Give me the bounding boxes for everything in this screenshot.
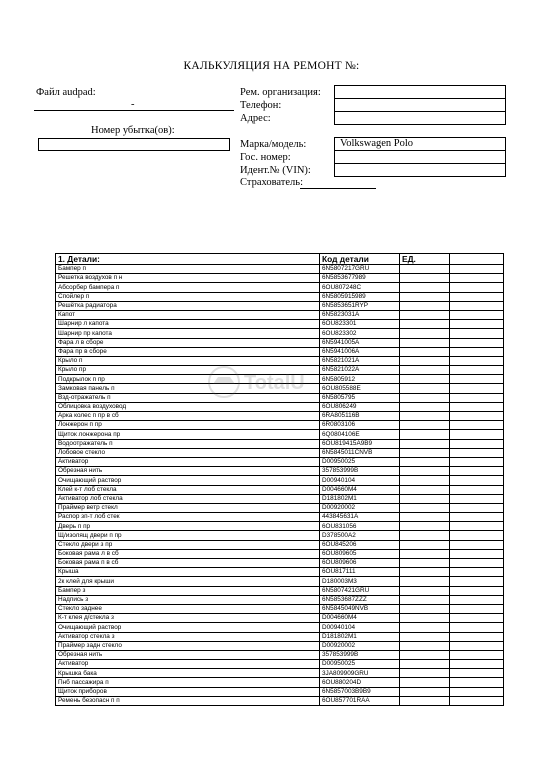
gov-number-label: Гос. номер:	[240, 152, 291, 163]
part-name-cell: Боковая рама л в сб	[56, 549, 320, 558]
part-name-cell: Активатор	[56, 660, 320, 669]
make-model-label: Марка/модель:	[240, 139, 307, 150]
audpad-label: Файл audpad:	[36, 87, 96, 98]
watermark-text: TotalU	[244, 372, 305, 394]
table-row	[56, 338, 504, 347]
table-row	[56, 356, 504, 365]
extra-cell	[450, 586, 504, 595]
unit-cell	[400, 338, 450, 347]
insurer-label: Страхователь:	[240, 177, 303, 188]
part-code-cell: 6OU845206	[320, 540, 400, 549]
part-name-cell: Водоотражатель п	[56, 439, 320, 448]
header-parts: 1. Детали:	[56, 254, 320, 265]
unit-cell	[400, 595, 450, 604]
part-name-cell: Решётка радиатора	[56, 301, 320, 310]
unit-cell	[400, 531, 450, 540]
extra-cell	[450, 641, 504, 650]
phone-field[interactable]	[334, 98, 506, 112]
part-code-cell: 6OU823301	[320, 320, 400, 329]
page-title: КАЛЬКУЛЯЦИЯ НА РЕМОНТ №:	[183, 60, 360, 72]
extra-cell	[450, 384, 504, 393]
part-name-cell: Праймер ветр стекл	[56, 503, 320, 512]
part-name-cell: Активатор стекла з	[56, 632, 320, 641]
table-row	[56, 366, 504, 375]
table-row	[56, 632, 504, 641]
table-row	[56, 577, 504, 586]
unit-cell	[400, 384, 450, 393]
part-code-cell: 6N5941006A	[320, 347, 400, 356]
part-name-cell: Спойлер п	[56, 292, 320, 301]
unit-cell	[400, 274, 450, 283]
address-field[interactable]	[334, 111, 506, 125]
part-code-cell: 6RA805116B	[320, 412, 400, 421]
part-code-cell: 6N5853687ZZZ	[320, 595, 400, 604]
extra-cell	[450, 292, 504, 301]
extra-cell	[450, 412, 504, 421]
part-name-cell: Абсорбер бампера п	[56, 283, 320, 292]
extra-cell	[450, 660, 504, 669]
part-code-cell: D378500A2	[320, 531, 400, 540]
part-name-cell: Клей к-т лоб стекла	[56, 485, 320, 494]
unit-cell	[400, 448, 450, 457]
table-row	[56, 696, 504, 705]
audpad-underline	[34, 110, 234, 111]
extra-cell	[450, 549, 504, 558]
extra-cell	[450, 274, 504, 283]
extra-cell	[450, 283, 504, 292]
part-code-cell: D00950025	[320, 457, 400, 466]
part-code-cell: 6N5857003B9B9	[320, 687, 400, 696]
part-name-cell: Щиток приборов	[56, 687, 320, 696]
part-name-cell: Шарнир л капота	[56, 320, 320, 329]
part-name-cell: Взд-отражатель п	[56, 393, 320, 402]
part-name-cell: Надпись з	[56, 595, 320, 604]
extra-cell	[450, 531, 504, 540]
table-row	[56, 660, 504, 669]
part-name-cell: Обрезная нить	[56, 650, 320, 659]
part-code-cell: 6OU857701RAA	[320, 696, 400, 705]
part-code-cell: 6N5853677989	[320, 274, 400, 283]
part-code-cell: 6Q0804106E	[320, 430, 400, 439]
part-code-cell: D180003M3	[320, 577, 400, 586]
extra-cell	[450, 696, 504, 705]
part-code-cell: 6OU831056	[320, 522, 400, 531]
table-row	[56, 540, 504, 549]
table-row	[56, 522, 504, 531]
part-code-cell: D004660M4	[320, 614, 400, 623]
table-header-row	[56, 254, 504, 265]
unit-cell	[400, 457, 450, 466]
part-code-cell: 6OU809605	[320, 549, 400, 558]
part-code-cell: D181802M1	[320, 632, 400, 641]
part-code-cell: D00920002	[320, 503, 400, 512]
table-row	[56, 393, 504, 402]
part-code-cell: 6N5805795	[320, 393, 400, 402]
table-row	[56, 669, 504, 678]
extra-cell	[450, 320, 504, 329]
part-code-cell: 3JA809909GRU	[320, 669, 400, 678]
unit-cell	[400, 421, 450, 430]
extra-cell	[450, 467, 504, 476]
part-code-cell: 6R0803106	[320, 421, 400, 430]
part-name-cell: Щ/изолящ двери п пр	[56, 531, 320, 540]
part-code-cell: 6OU819415A9B9	[320, 439, 400, 448]
gov-number-field[interactable]	[334, 150, 506, 164]
unit-cell	[400, 696, 450, 705]
unit-cell	[400, 513, 450, 522]
extra-cell	[450, 687, 504, 696]
extra-cell	[450, 540, 504, 549]
unit-cell	[400, 366, 450, 375]
part-name-cell: Боковая рама п в сб	[56, 559, 320, 568]
table-row	[56, 623, 504, 632]
vin-label: Идент.№ (VIN):	[240, 165, 311, 176]
audpad-value: -	[131, 99, 135, 110]
part-code-cell: D00950025	[320, 660, 400, 669]
extra-cell	[450, 265, 504, 274]
unit-cell	[400, 439, 450, 448]
unit-cell	[400, 540, 450, 549]
part-code-cell: 6OU806249	[320, 402, 400, 411]
table-row	[56, 448, 504, 457]
extra-cell	[450, 614, 504, 623]
table-row	[56, 559, 504, 568]
part-code-cell: 6N5821022A	[320, 366, 400, 375]
table-row	[56, 421, 504, 430]
part-code-cell: 6N5807421GRU	[320, 586, 400, 595]
table-row	[56, 274, 504, 283]
extra-cell	[450, 393, 504, 402]
part-name-cell: Стекло двери з пр	[56, 540, 320, 549]
table-row	[56, 402, 504, 411]
part-code-cell: 357853999B	[320, 467, 400, 476]
extra-cell	[450, 448, 504, 457]
part-code-cell: D00920002	[320, 641, 400, 650]
table-row	[56, 494, 504, 503]
table-row	[56, 568, 504, 577]
part-code-cell: 6OU817111	[320, 568, 400, 577]
extra-cell	[450, 421, 504, 430]
part-name-cell: Бампер з	[56, 586, 320, 595]
part-code-cell: 6OU807248C	[320, 283, 400, 292]
part-code-cell: D00940104	[320, 476, 400, 485]
make-model-field[interactable]: Volkswagen Polo	[334, 137, 506, 151]
vin-field[interactable]	[334, 163, 506, 177]
part-code-cell: 6OU805588E	[320, 384, 400, 393]
extra-cell	[450, 559, 504, 568]
unit-cell	[400, 494, 450, 503]
part-name-cell: Стекло заднее	[56, 604, 320, 613]
part-name-cell: Праймер задн стекло	[56, 641, 320, 650]
part-name-cell: Распор зп-т лоб стек	[56, 513, 320, 522]
extra-cell	[450, 604, 504, 613]
extra-cell	[450, 577, 504, 586]
part-name-cell: Подкрылок п пр	[56, 375, 320, 384]
unit-cell	[400, 310, 450, 319]
extra-cell	[450, 356, 504, 365]
part-name-cell: Арка колес п пр в сб	[56, 412, 320, 421]
unit-cell	[400, 678, 450, 687]
table-row	[56, 467, 504, 476]
unit-cell	[400, 641, 450, 650]
table-row	[56, 650, 504, 659]
insurer-underline	[300, 188, 376, 189]
part-name-cell: Крыло п	[56, 356, 320, 365]
part-code-cell: 6N5807217GRU	[320, 265, 400, 274]
extra-cell	[450, 485, 504, 494]
table-row	[56, 549, 504, 558]
part-code-cell: 443845631A	[320, 513, 400, 522]
extra-cell	[450, 494, 504, 503]
repair-org-label: Рем. организация:	[240, 87, 321, 98]
table-row	[56, 347, 504, 356]
unit-cell	[400, 329, 450, 338]
table-row	[56, 614, 504, 623]
table-row	[56, 310, 504, 319]
table-row	[56, 604, 504, 613]
parts-table	[55, 253, 504, 706]
extra-cell	[450, 595, 504, 604]
unit-cell	[400, 356, 450, 365]
part-name-cell: Лобовое стекло	[56, 448, 320, 457]
extra-cell	[450, 457, 504, 466]
table-row	[56, 265, 504, 274]
table-row	[56, 595, 504, 604]
extra-cell	[450, 568, 504, 577]
part-name-cell: Очищающий раствор	[56, 623, 320, 632]
unit-cell	[400, 347, 450, 356]
part-code-cell: D004660M4	[320, 485, 400, 494]
table-row	[56, 283, 504, 292]
address-label: Адрес:	[240, 113, 271, 124]
table-row	[56, 301, 504, 310]
unit-cell	[400, 301, 450, 310]
extra-cell	[450, 476, 504, 485]
part-name-cell: Щиток лонжерона пр	[56, 430, 320, 439]
part-code-cell: 357853999B	[320, 650, 400, 659]
part-name-cell: Капот	[56, 310, 320, 319]
part-code-cell: 6OU823302	[320, 329, 400, 338]
unit-cell	[400, 559, 450, 568]
unit-cell	[400, 586, 450, 595]
unit-cell	[400, 568, 450, 577]
table-row	[56, 641, 504, 650]
part-name-cell: Шарнир пр капота	[56, 329, 320, 338]
unit-cell	[400, 476, 450, 485]
unit-cell	[400, 687, 450, 696]
unit-cell	[400, 549, 450, 558]
table-row	[56, 531, 504, 540]
part-name-cell: Облицовка воздуховод	[56, 402, 320, 411]
unit-cell	[400, 632, 450, 641]
unit-cell	[400, 430, 450, 439]
unit-cell	[400, 669, 450, 678]
unit-cell	[400, 503, 450, 512]
extra-cell	[450, 310, 504, 319]
phone-label: Телефон:	[240, 100, 282, 111]
table-row	[56, 439, 504, 448]
part-code-cell: D00940104	[320, 623, 400, 632]
extra-cell	[450, 366, 504, 375]
table-row	[56, 292, 504, 301]
unit-cell	[400, 522, 450, 531]
table-row	[56, 329, 504, 338]
part-name-cell: Бампер п	[56, 265, 320, 274]
part-name-cell: Крыло пр	[56, 366, 320, 375]
part-name-cell: Крыша	[56, 568, 320, 577]
unit-cell	[400, 623, 450, 632]
extra-cell	[450, 338, 504, 347]
extra-cell	[450, 632, 504, 641]
extra-cell	[450, 503, 504, 512]
part-code-cell: 6N5853651RYP	[320, 301, 400, 310]
extra-cell	[450, 402, 504, 411]
table-row	[56, 375, 504, 384]
table-row	[56, 320, 504, 329]
extra-cell	[450, 375, 504, 384]
part-name-cell: Лонжерон п пр	[56, 421, 320, 430]
unit-cell	[400, 320, 450, 329]
part-code-cell: D181802M1	[320, 494, 400, 503]
unit-cell	[400, 283, 450, 292]
table-row	[56, 384, 504, 393]
part-name-cell: Активатор	[56, 457, 320, 466]
part-code-cell: 6N5845011CNVB	[320, 448, 400, 457]
extra-cell	[450, 522, 504, 531]
header-part-code: Код детали	[320, 254, 400, 265]
unit-cell	[400, 393, 450, 402]
header-empty	[450, 254, 504, 265]
unit-cell	[400, 265, 450, 274]
extra-cell	[450, 669, 504, 678]
part-name-cell: Крышка бака	[56, 669, 320, 678]
unit-cell	[400, 412, 450, 421]
extra-cell	[450, 623, 504, 632]
unit-cell	[400, 650, 450, 659]
part-name-cell: Активатор лоб стекла	[56, 494, 320, 503]
unit-cell	[400, 614, 450, 623]
part-code-cell: 6N5845049NVB	[320, 604, 400, 613]
table-row	[56, 503, 504, 512]
unit-cell	[400, 485, 450, 494]
unit-cell	[400, 467, 450, 476]
unit-cell	[400, 660, 450, 669]
part-code-cell: 6OU880204D	[320, 678, 400, 687]
extra-cell	[450, 301, 504, 310]
part-name-cell: Обрезная нить	[56, 467, 320, 476]
table-row	[56, 412, 504, 421]
part-code-cell: 6N5821021A	[320, 356, 400, 365]
part-name-cell: К-т клея д/стекла з	[56, 614, 320, 623]
table-row	[56, 678, 504, 687]
part-name-cell: Ремень безопасн п п	[56, 696, 320, 705]
extra-cell	[450, 513, 504, 522]
part-name-cell: Решетка воздухов п н	[56, 274, 320, 283]
unit-cell	[400, 402, 450, 411]
extra-cell	[450, 439, 504, 448]
unit-cell	[400, 292, 450, 301]
part-code-cell: 6N5823031A	[320, 310, 400, 319]
part-name-cell: Очищающий раствор	[56, 476, 320, 485]
table-row	[56, 687, 504, 696]
unit-cell	[400, 577, 450, 586]
part-code-cell: 6N5805915989	[320, 292, 400, 301]
loss-number-label: Номер убытка(ов):	[91, 125, 175, 136]
extra-cell	[450, 347, 504, 356]
part-code-cell: 6N5941005A	[320, 338, 400, 347]
loss-number-field[interactable]	[38, 138, 230, 151]
unit-cell	[400, 375, 450, 384]
repair-org-field[interactable]	[334, 85, 506, 99]
extra-cell	[450, 650, 504, 659]
unit-cell	[400, 604, 450, 613]
part-name-cell: Фара пр в сборе	[56, 347, 320, 356]
table-row	[56, 476, 504, 485]
part-name-cell: Замковая панель п	[56, 384, 320, 393]
table-row	[56, 485, 504, 494]
table-row	[56, 513, 504, 522]
part-name-cell: Пнб пассажира п	[56, 678, 320, 687]
part-code-cell: 6N5805912	[320, 375, 400, 384]
part-code-cell: 6OU809606	[320, 559, 400, 568]
part-name-cell: 2к клей для крыши	[56, 577, 320, 586]
extra-cell	[450, 678, 504, 687]
header-unit: ЕД.	[400, 254, 450, 265]
part-name-cell: Дверь п пр	[56, 522, 320, 531]
table-row	[56, 430, 504, 439]
part-name-cell: Фара л в сборе	[56, 338, 320, 347]
table-row	[56, 457, 504, 466]
extra-cell	[450, 430, 504, 439]
table-row	[56, 586, 504, 595]
extra-cell	[450, 329, 504, 338]
